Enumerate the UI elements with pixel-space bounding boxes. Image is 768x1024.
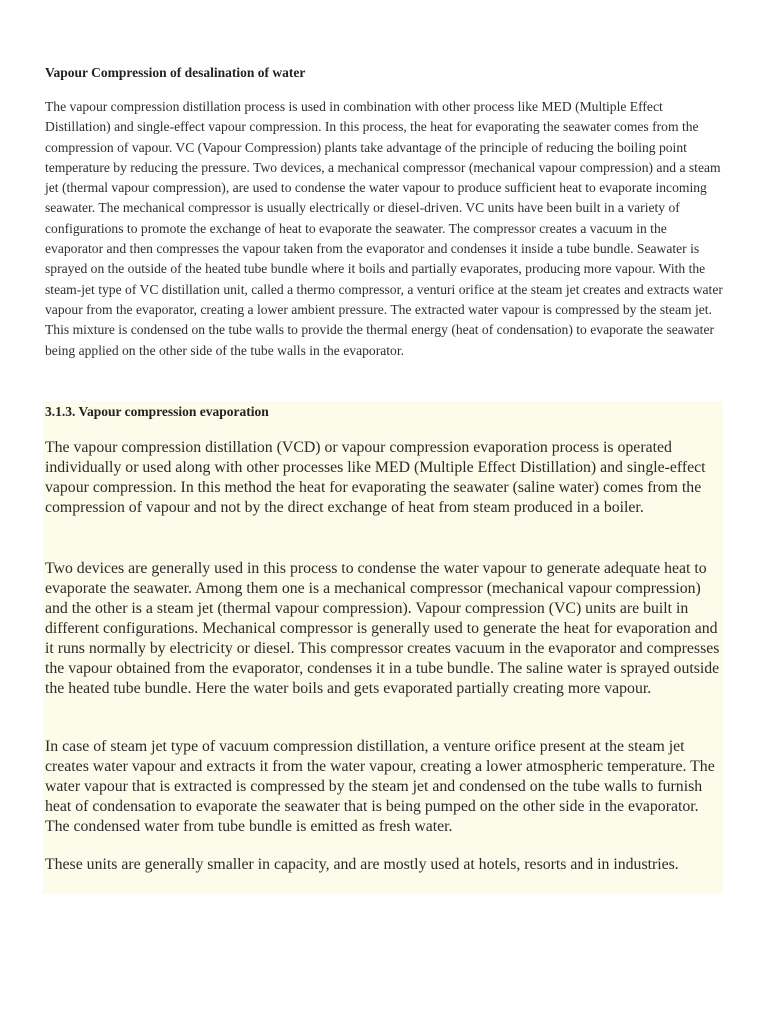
paragraph-1: The vapour compression distillation (VCD) or vapour compression evaporation process is operated individually or used along with other processes like MED (Multiple Effect Distillation) and single-effect vapour compression. In this method the heat for evaporating the seawater (saline water) comes from the compression of vapour and not by the direct exchange of heat from steam produced in a boiler. — [45, 439, 706, 516]
section-title: Vapour Compression of desalination of water — [45, 65, 306, 80]
paragraph-4: These units are generally smaller in capacity, and are mostly used at hotels, resorts and in industries. — [45, 856, 679, 873]
paragraph-2: Two devices are generally used in this process to condense the water vapour to generate adequate heat to evaporate the seawater. Among them one is a mechanical compressor (mechanical vapour compression) and the other is a steam jet (thermal vapour compression). Vapour compression (VC) units are built in different configurations. Mechanical compressor is generally used to generate the heat for evaporation and it runs normally by electricity or diesel. This compressor creates vacuum in the evaporator and compresses the vapour obtained from the evaporator, condenses it in a tube bundle. The saline water is sprayed outside the heated tube bundle. Here the water boils and gets evaporated partially creating more vapour. — [45, 560, 720, 697]
paragraph-3: In case of steam jet type of vacuum compression distillation, a venture orifice present at the steam jet creates water vapour and extracts it from the water vapour, creating a lower atmospheric temperature. The water vapour that is extracted is compressed by the steam jet and condensed on the tube walls to furnish heat of condensation to evaporate the seawater that is being pumped on the other side in the evaporator. The condensed water from tube bundle is emitted as fresh water. — [45, 738, 715, 835]
intro-paragraph: The vapour compression distillation process is used in combination with other process like MED (Multiple Effect Distillation) and single-effect vapour compression. In this process, the heat for evaporating the seawater comes from the compression of vapour. VC (Vapour Compression) plants take advantage of the principle of reducing the boiling point temperature by reducing the pressure. Two devices, a mechanical compressor (mechanical vapour compression) and a steam jet (thermal vapour compression), are used to condense the water vapour to produce sufficient heat to evaporate incoming seawater. The mechanical compressor is usually electrically or diesel-driven. VC units have been built in a variety of configurations to promote the exchange of heat to evaporate the seawater. The compressor creates a vacuum in the evaporator and then compresses the vapour taken from the evaporator and condenses it inside a tube bundle. Seawater is sprayed on the outside of the heated tube bundle where it boils and partially evaporates, producing more vapour. With the steam-jet type of VC distillation unit, called a thermo compressor, a venturi orifice at the steam jet creates and extracts water vapour from the evaporator, creating a lower ambient pressure. The extracted water vapour is compressed by the steam jet. This mixture is condensed on the tube walls to provide the thermal energy (heat of condensation) to evaporate the seawater being applied on the other side of the tube walls in the evaporator. — [45, 99, 723, 358]
subsection-title: 3.1.3. Vapour compression evaporation — [45, 404, 269, 419]
